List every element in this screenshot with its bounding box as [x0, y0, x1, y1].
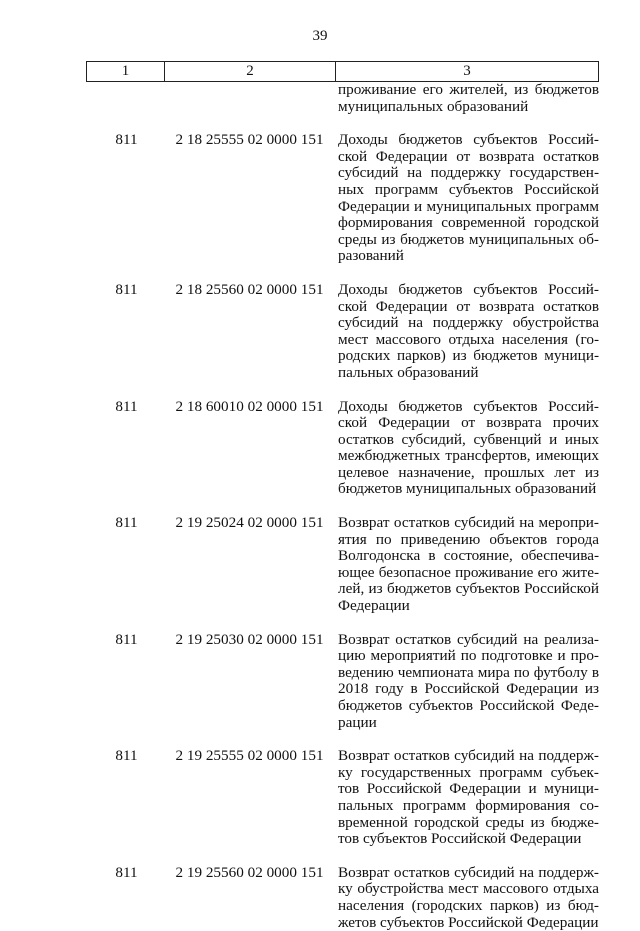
description-line: пальных программ формирования со-: [338, 796, 599, 814]
description-cell: [335, 399, 599, 499]
table-row: [86, 632, 599, 732]
description-line: рации: [338, 713, 377, 731]
description-line: ской Федерации от возврата остатков: [338, 147, 599, 165]
description-line: ных программ субъектов Российской: [338, 180, 599, 198]
kbk-cell: 2 19 25030 02 0000 151: [175, 630, 324, 648]
description-line: остатков субсидий, субвенций и иных: [338, 430, 599, 448]
description-line: Федерации и муниципальных программ: [338, 197, 599, 215]
description-line: Волгодонска в состояние, обеспечива-: [338, 547, 599, 565]
admin-code-cell: 811: [115, 630, 138, 648]
description-line: Возврат остатков субсидий на поддерж-: [338, 863, 599, 881]
kbk-cell: 2 19 25560 02 0000 151: [175, 863, 324, 881]
description-line: населения (городских парков) из бюд-: [338, 896, 599, 914]
description-line: Возврат остатков субсидий на поддерж-: [338, 747, 599, 765]
description-line: Федерации: [338, 597, 410, 615]
header-col-2: 2: [165, 62, 336, 81]
description-line: лей, из бюджетов субъектов Российской: [338, 580, 599, 598]
table-row: [86, 132, 599, 265]
description-line: ской Федерации от возврата остатков: [338, 297, 599, 315]
admin-code-cell: 811: [115, 397, 138, 415]
continuation-row: [86, 82, 599, 115]
description-line: пальных образований: [338, 363, 479, 381]
kbk-cell: [164, 82, 335, 115]
page-number: 39: [312, 28, 328, 44]
description-line: ятия по приведению объектов города: [338, 530, 599, 548]
description-line: ской Федерации от возврата прочих: [338, 414, 599, 432]
description-line: родских парков) из бюджетов муници-: [338, 347, 599, 365]
description-line: ку обустройства мест массового отдыха: [338, 880, 599, 898]
description-line: мест массового отдыха населения (го-: [338, 330, 599, 348]
description-line: Доходы бюджетов субъектов Россий-: [338, 131, 599, 149]
kbk-cell: 2 18 25560 02 0000 151: [175, 280, 324, 298]
description-cell: [335, 865, 599, 931]
description-line: проживание его жителей, из бюджетов: [338, 81, 599, 98]
description-cell: [335, 515, 599, 615]
description-line: жетов субъектов Российской Федерации: [338, 913, 599, 931]
description-line: межбюджетных трансфертов, имеющих: [338, 447, 599, 465]
description-line: ющее безопасное проживание его жите-: [338, 563, 599, 581]
description-cell: [335, 82, 599, 115]
kbk-cell: 2 18 60010 02 0000 151: [175, 397, 324, 415]
header-col-3: 3: [463, 63, 471, 79]
description-line: целевое назначение, прошлых лет из: [338, 463, 599, 481]
description-line: 2018 году в Российской Федерации из: [338, 680, 599, 698]
admin-code-cell: 811: [115, 280, 138, 298]
description-cell: [335, 282, 599, 382]
table-header: [86, 61, 599, 82]
description-line: бюджетов муниципальных образований: [338, 480, 597, 498]
description-line: Возврат остатков субсидий на меропри-: [338, 514, 599, 532]
admin-code-cell: 811: [115, 131, 138, 149]
table-row: [86, 865, 599, 931]
description-line: разований: [338, 247, 404, 265]
description-line: субсидий на поддержку обустройства: [338, 314, 599, 332]
description-line: ведению чемпионата мира по футболу в: [338, 663, 599, 681]
table-row: [86, 515, 599, 615]
description-line: ку государственных программ субъек-: [338, 763, 599, 781]
description-line: Доходы бюджетов субъектов Россий-: [338, 280, 599, 298]
description-line: Возврат остатков субсидий на реализа-: [338, 630, 599, 648]
description-cell: [335, 748, 599, 848]
header-col-1: 1: [87, 62, 165, 81]
admin-code-cell: 811: [115, 514, 138, 532]
kbk-cell: 2 18 25555 02 0000 151: [175, 131, 324, 149]
description-line: Доходы бюджетов субъектов Россий-: [338, 397, 599, 415]
description-cell: [335, 132, 599, 265]
description-line: муниципальных образований: [338, 97, 529, 115]
description-line: субсидий на поддержку государствен-: [338, 164, 599, 182]
description-line: цию мероприятий по подготовке и про-: [338, 647, 599, 665]
table-body: [86, 82, 599, 931]
admin-code-cell: 811: [115, 747, 138, 765]
description-line: среды из бюджетов муниципальных об-: [338, 230, 599, 248]
table-row: [86, 399, 599, 499]
description-line: тов субъектов Российской Федерации: [338, 830, 582, 848]
description-line: временной городской среды из бюдже-: [338, 813, 599, 831]
admin-code-cell: 811: [115, 863, 138, 881]
description-line: формирования современной городской: [338, 214, 599, 232]
kbk-cell: 2 19 25555 02 0000 151: [175, 747, 324, 765]
admin-code-cell: [86, 82, 164, 115]
description-line: бюджетов субъектов Российской Феде-: [338, 697, 599, 714]
description-line: тов Российской Федерации и муници-: [338, 780, 599, 798]
table-row: [86, 748, 599, 848]
description-cell: [335, 632, 599, 732]
kbk-cell: 2 19 25024 02 0000 151: [175, 514, 324, 532]
table-row: [86, 282, 599, 382]
